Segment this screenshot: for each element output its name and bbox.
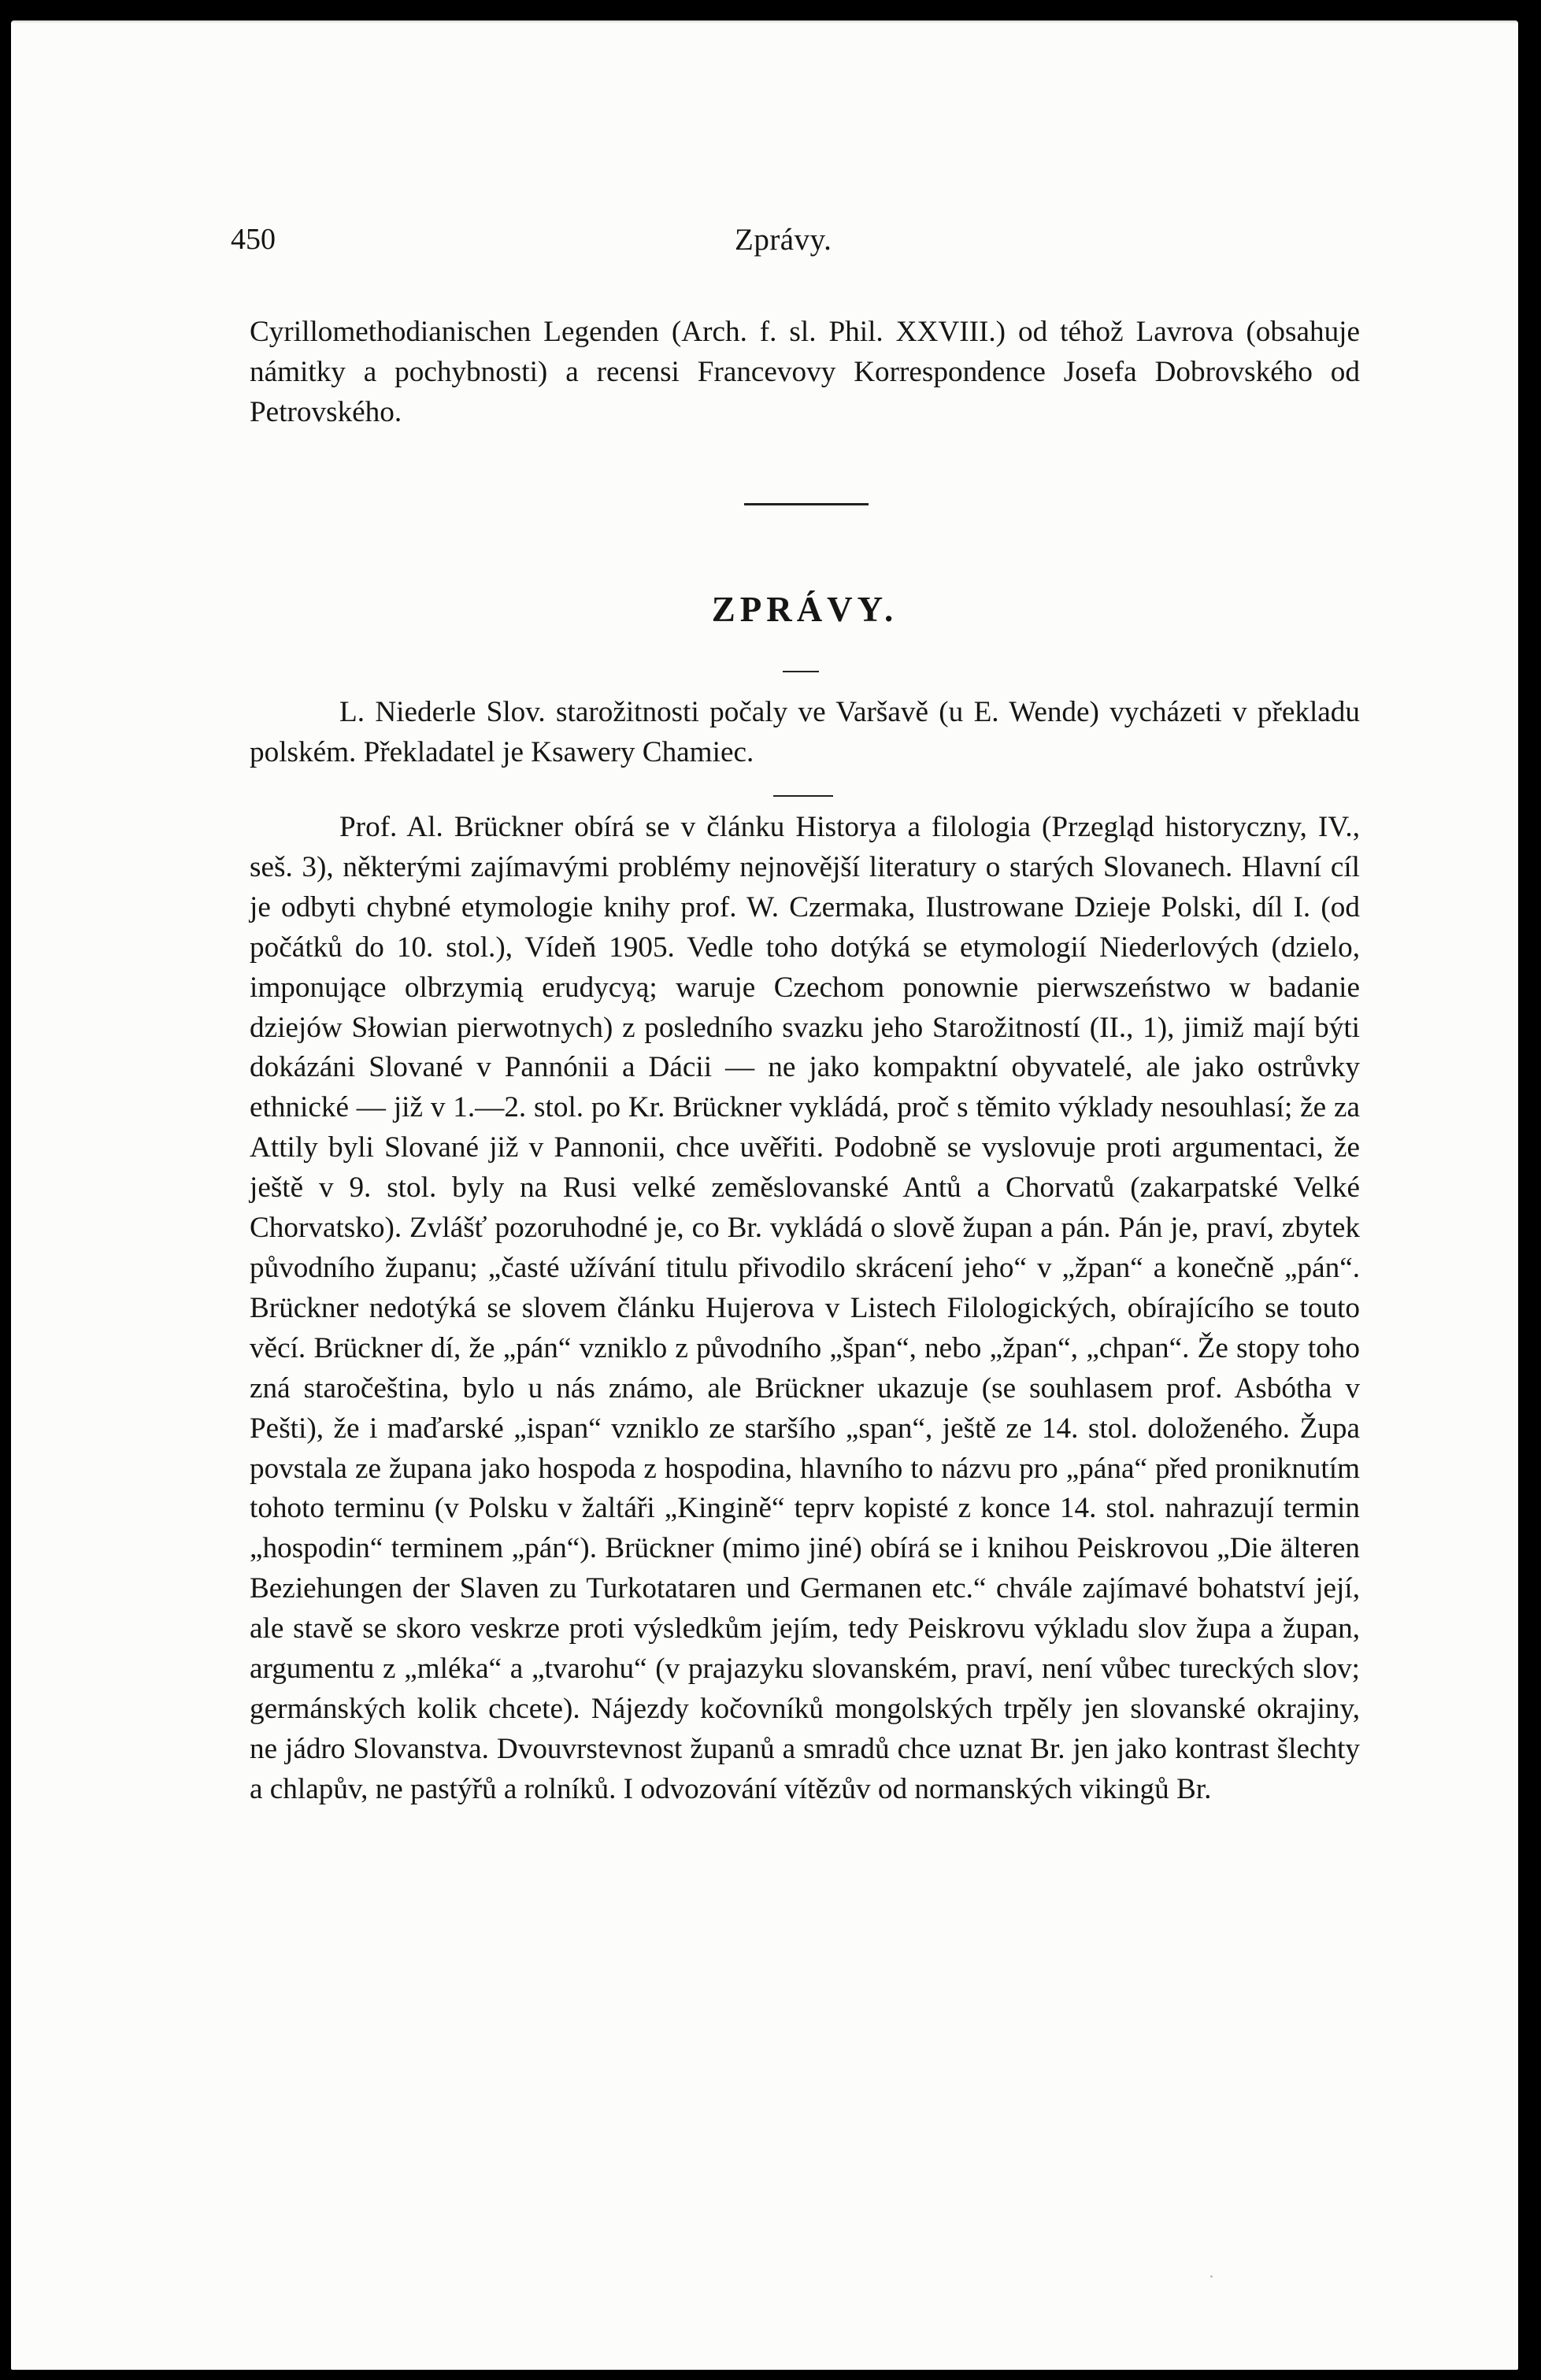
divider-rule-top [744,503,869,505]
intro-paragraph: Cyrillomethodianischen Legenden (Arch. f. sl. Phil. XXVIII.) od téhož Lavrova (obsahuje námitky a pochybnosti) a recensi Francevovy Korrespondence Josefa Dobrovského od Petrovského. [250,316,1360,428]
running-title: Zprávy. [735,223,832,257]
note-niederle-block [250,693,1360,773]
note-bruckner-block [250,808,1360,1810]
running-head [231,222,1360,269]
page-edge-shadow [11,20,1518,24]
note-bruckner: Prof. Al. Brückner obírá se v článku Historya a filologia (Przegląd historyczny, IV., seš. 3), některými zajímavými problémy nejnovější literatury o starých Slovanech. Hlavní cíl je odbyti chybné etymologie knihy prof. W. Czermaka, Ilustrowane Dzieje Polski, díl I. (od počátků do 10. stol.), Vídeň 1905. Vedle toho dotýká se etymologií Niederlových (dzielo, imponujące olbrzymią erudycyą; waruje Czechom ponownie pierwszeństwo w badanie dziejów Słowian pierwotnych) z posledního svazku jeho Starožitností (II., 1), jimiž mají býti dokázáni Slované v Pannónii a Dácii — ne jako kompaktní obyvatelé, ale jako ostrůvky ethnické — již v 1.—2. stol. po Kr. Brückner vykládá, proč s těmito výklady nesouhlasí; že za Attily byli Slované již v Pannonii, chce uvěřiti. Podobně se vyslovuje proti argumentaci, že ještě v 9. stol. byly na Rusi velké zeměslovanské Antů a Chorvatů (zakarpatské Velké Chorvatsko). Zvlášť pozoruhodné je, co Br. vykládá o slově župan a pán. Pán je, praví, zbytek původního županu; „časté užívání titulu přivodilo skrácení jeho“ v „žpan“ a konečně „pán“. Brückner nedotýká se slovem článku Hujerova v Listech Filologických, obírajícího se touto věcí. Brückner dí, že „pán“ vzniklo z původního „špan“, nebo „žpan“, „chpan“. Že stopy toho zná staročeština, bylo u nás známo, ale Brückner ukazuje (se souhlasem prof. Asbótha v Pešti), že i maďarské „ispan“ vzniklo ze staršího „span“, ještě ze 14. stol. doloženého. Župa povstala ze županа jako hospoda z hospodina, hlavního to názvu pro „pána“ před proniknutím tohoto terminu (v Polsku v žaltáři „Kingině“ teprv kopisté z konce 14. stol. nahrazují termin „hospodin“ terminem „pán“). Brückner (mimo jiné) obírá se i knihou Peiskrovou „Die älteren Beziehungen der Slaven zu Turkotataren und Germanen etc.“ chvále zajímavé bohatství její, ale stavě se skoro veskrze proti výsledkům jejím, tedy Peiskrovu výkladu slov župa a župan, argumentu z „mléka“ a „tvarohu“ (v prajazyku slovanském, praví, není vůbec tureckých slov; germánských kolik chcete). Nájezdy kočovníků mongolských trpěly jen slovanské okrajiny, ne jádro Slovanstva. Dvouvrstevnost županů a smradů chce uznat Br. jen jako kontrast šlechty a chlapův, ne pastýřů a rolníků. I odvozování vítězův od normanských vikingů Br. [250,811,1360,1805]
divider-rule-middle [773,795,833,797]
note-niederle: L. Niederle Slov. starožitnosti počaly ve Varšavě (u E. Wende) vycházeti v překladu polském. Překladatel je Ksawery Chamiec. [250,696,1360,768]
divider-rule-short [783,671,819,672]
page-number: 450 [231,223,276,256]
scan-speck [1210,2275,1213,2278]
section-heading: ZPRÁVY. [711,590,898,629]
intro-paragraph-block [250,313,1360,433]
